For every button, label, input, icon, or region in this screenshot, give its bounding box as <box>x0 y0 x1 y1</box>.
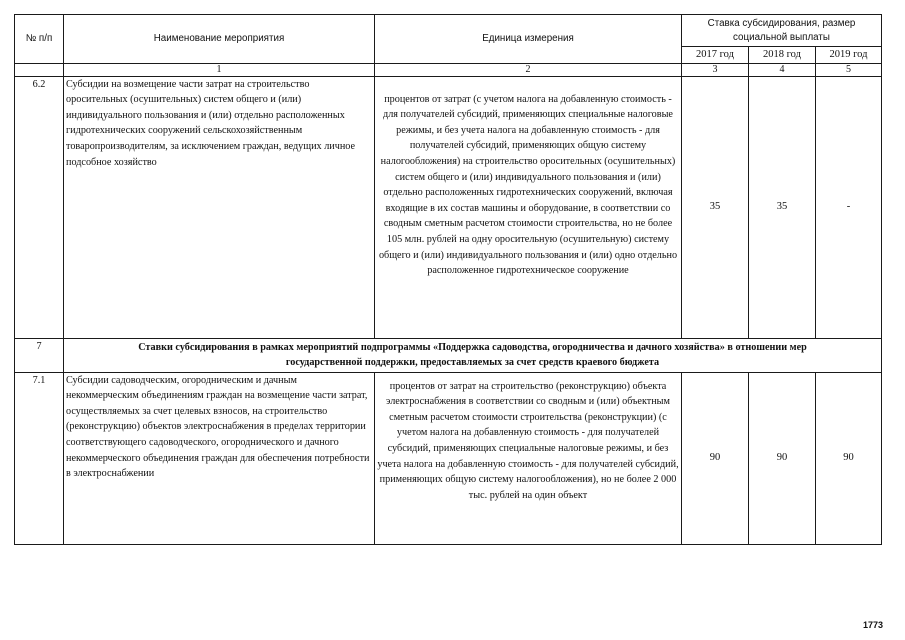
colnum-3: 3 <box>682 63 749 76</box>
header-name: Наименование мероприятия <box>64 15 375 64</box>
row-value-2017: 35 <box>682 76 749 338</box>
table-row <box>15 372 882 544</box>
page-number: 1773 <box>862 620 883 630</box>
colnum-1: 1 <box>64 63 375 76</box>
row-name: Субсидии на возмещение части затрат на строительство оросительных (осушительных) систем общего и (или) индивидуального пользования и (или) отдельно расположенных гидротехнических сооружений сельскохозяйственным товаропроизводителям, за исключением граждан, ведущих личное подсобное хозяйство <box>64 76 375 338</box>
table-row <box>15 76 882 338</box>
row-value-2018: 35 <box>749 76 816 338</box>
table-header-row <box>15 15 882 47</box>
row-name: Субсидии садоводческим, огородническим и дачным некоммерческим объединениям граждан на возмещение части затрат, осуществляемых за счет целевых взносов, на строительство (реконструкцию) объектов электроснабжения в пределах территории соответствующего садоводческого, огороднического и дачного некоммерческого объединения граждан для обеспечения потребности в электроснабжении <box>64 372 375 544</box>
header-year-2017: 2017 год <box>682 47 749 64</box>
row-num: 7.1 <box>15 372 64 544</box>
row-value-2019: - <box>816 76 882 338</box>
subsidy-rates-table <box>14 14 882 545</box>
colnum-4: 4 <box>749 63 816 76</box>
header-rate: Ставка субсидирования, размер социальной выплаты <box>682 15 882 47</box>
header-unit: Единица измерения <box>375 15 682 64</box>
colnum-empty <box>15 63 64 76</box>
header-year-2019: 2019 год <box>816 47 882 64</box>
colnum-2: 2 <box>375 63 682 76</box>
section-row <box>15 338 882 372</box>
row-value-2017: 90 <box>682 372 749 544</box>
row-value-2019: 90 <box>816 372 882 544</box>
header-num: № п/п <box>15 15 64 64</box>
section-num: 7 <box>15 338 64 372</box>
section-title: Ставки субсидирования в рамках мероприятий подпрограммы «Поддержка садоводства, огородничества и дачного хозяйства» в отношении мер государственной поддержки, предоставляемых за счет средств краевого бюджета <box>64 338 882 372</box>
row-unit: процентов от затрат (с учетом налога на добавленную стоимость - для получателей субсидий, применяющих специальные налоговые режимы, и без учета налога на добавленную стоимость - для получателей субсидий, применяющих общую систему налогообложения) на строительство оросительных (осушительных) систем общего и (или) индивидуального пользования и (или) отдельно расположенных гидротехнических сооружений, включая входящие в их состав машины и оборудование, в соответствии со сводным сметным расчетом стоимости строительства, но не более 105 млн. рублей на одну оросительную (осушительную) систему общего и (или) индивидуального пользования и (или) одно отдельно расположенное гидротехническое сооружение <box>375 76 682 338</box>
colnum-5: 5 <box>816 63 882 76</box>
row-value-2018: 90 <box>749 372 816 544</box>
row-num: 6.2 <box>15 76 64 338</box>
column-numbers-row <box>15 63 882 76</box>
header-year-2018: 2018 год <box>749 47 816 64</box>
row-unit: процентов от затрат на строительство (реконструкцию) объекта электроснабжения в соответствии со сводным и (или) объектным сметным расчетом стоимости строительства (реконструкции) (с учетом налога на добавленную стоимость - для получателей субсидий, применяющих специальные налоговые режимы, и без учета налога на добавленную стоимость - для получателей субсидий, применяющих общую систему налогообложения), но не более 2 000 тыс. рублей на один объект <box>375 372 682 544</box>
